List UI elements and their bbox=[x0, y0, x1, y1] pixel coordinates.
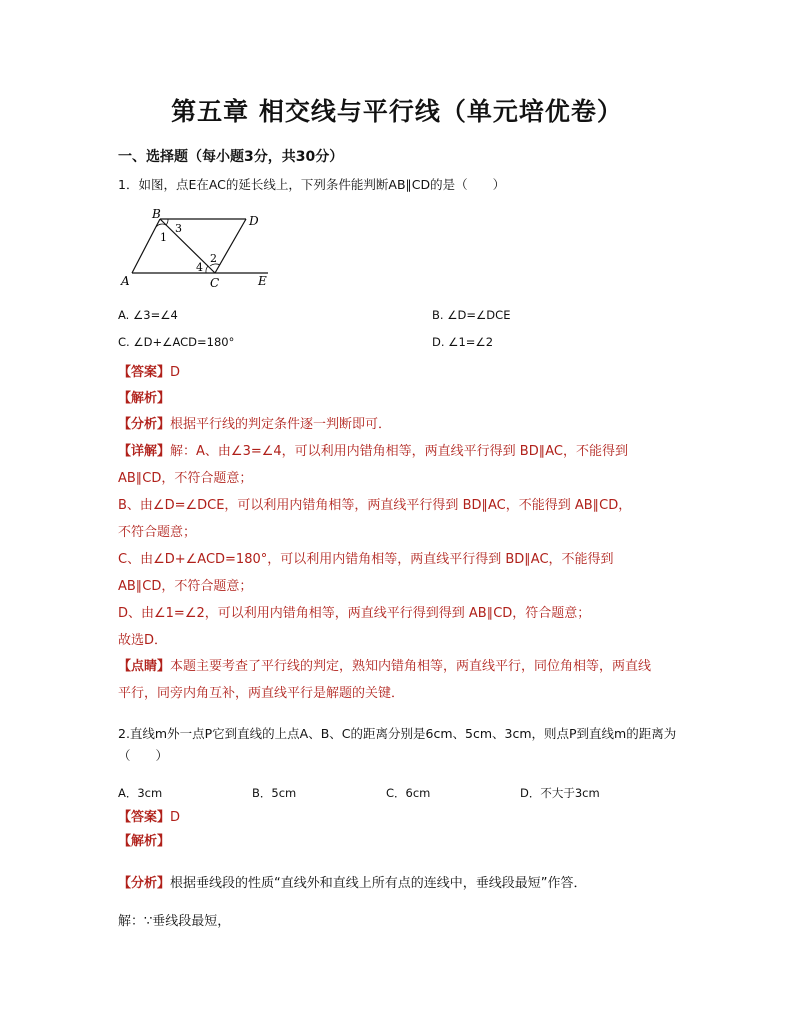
label-e: E bbox=[258, 274, 267, 288]
detail-line-3: B、由∠D=∠DCE，可以利用内错角相等，两直线平行得到 BD∥AC，不能得到 AB∥CD， bbox=[118, 498, 632, 513]
q2-option-a: A．3cm bbox=[118, 786, 163, 800]
comment-tag: 【点睛】 bbox=[118, 659, 171, 674]
answer-value: D bbox=[170, 365, 181, 380]
q2-jiexi-tag: 【解析】 bbox=[118, 834, 171, 849]
option-c: C. ∠D+∠ACD=180° bbox=[118, 335, 235, 349]
answer-tag: 【答案】 bbox=[118, 365, 171, 380]
line-ab bbox=[132, 219, 160, 273]
label-d: D bbox=[249, 214, 259, 228]
section-heading: 一、选择题（每小题3分，共30分） bbox=[118, 149, 344, 165]
detail-line-2: AB∥CD，不符合题意； bbox=[118, 471, 253, 486]
page-title: 第五章 相交线与平行线（单元培优卷） bbox=[171, 97, 623, 126]
angle-4-arc bbox=[206, 266, 208, 273]
label-c: C bbox=[210, 276, 220, 290]
label-angle-3: 3 bbox=[175, 222, 182, 235]
question-2-stem-blank: （ ） bbox=[118, 748, 169, 763]
angle-3-arc bbox=[166, 219, 168, 225]
analysis-tag: 【分析】 bbox=[118, 417, 171, 432]
comment-line-2: 平行，同旁内角互补，两直线平行是解题的关键． bbox=[118, 686, 405, 701]
detail-line-7: D、由∠1=∠2，可以利用内错角相等，两直线平行得到得到 AB∥CD，符合题意； bbox=[118, 606, 591, 621]
q2-answer-value: D bbox=[170, 810, 181, 825]
q2-answer-line bbox=[118, 806, 180, 825]
q2-option-b: B．5cm bbox=[252, 786, 297, 800]
detail-line-5: C、由∠D+∠ACD=180°，可以利用内错角相等，两直线平行得到 BD∥AC，不能得到 bbox=[118, 552, 614, 567]
option-b: B. ∠D=∠DCE bbox=[432, 308, 511, 322]
analysis-line bbox=[118, 413, 391, 432]
label-a: A bbox=[121, 274, 130, 288]
detail-line-4: 不符合题意； bbox=[118, 525, 197, 540]
analysis-text: 根据平行线的判定条件逐一判断即可． bbox=[170, 417, 392, 432]
label-angle-2: 2 bbox=[210, 252, 217, 265]
q2-analysis-text: 根据垂线段的性质“直线外和直线上所有点的连线中，垂线段最短”作答． bbox=[170, 876, 587, 891]
label-b: B bbox=[152, 207, 161, 221]
q2-solution-line: 解：∵垂线段最短， bbox=[118, 914, 231, 929]
geometry-figure bbox=[118, 205, 278, 290]
option-d: D. ∠1=∠2 bbox=[432, 335, 494, 349]
q2-option-d: D．不大于3cm bbox=[520, 786, 600, 800]
detail-line-8: 故选D． bbox=[118, 633, 168, 648]
line-bc bbox=[160, 219, 215, 273]
q2-analysis-tag: 【分析】 bbox=[118, 876, 171, 891]
jiexi-tag: 【解析】 bbox=[118, 391, 171, 406]
option-a: A. ∠3=∠4 bbox=[118, 308, 178, 322]
detail-line-1 bbox=[118, 440, 628, 459]
label-angle-1: 1 bbox=[160, 231, 167, 244]
detail-text-1: 解：A、由∠3=∠4，可以利用内错角相等，两直线平行得到 BD∥AC，不能得到 bbox=[170, 444, 628, 459]
comment-text-1: 本题主要考查了平行线的判定，熟知内错角相等，两直线平行，同位角相等，两直线 bbox=[170, 659, 652, 674]
label-angle-4: 4 bbox=[196, 261, 203, 274]
q2-answer-tag: 【答案】 bbox=[118, 810, 171, 825]
answer-line bbox=[118, 361, 180, 380]
q2-option-c: C．6cm bbox=[386, 786, 431, 800]
question-2-stem: 2.直线m外一点P它到直线的上点A、B、C的距离分别是6cm、5cm、3cm，则点P到直线m的距离为 bbox=[118, 726, 677, 741]
question-1-stem: 1．如图，点E在AC的延长线上，下列条件能判断AB∥CD的是（ ） bbox=[118, 177, 506, 192]
detail-tag: 【详解】 bbox=[118, 444, 171, 459]
q2-analysis-line bbox=[118, 872, 587, 891]
detail-line-6: AB∥CD，不符合题意； bbox=[118, 579, 253, 594]
comment-line-1 bbox=[118, 655, 651, 674]
